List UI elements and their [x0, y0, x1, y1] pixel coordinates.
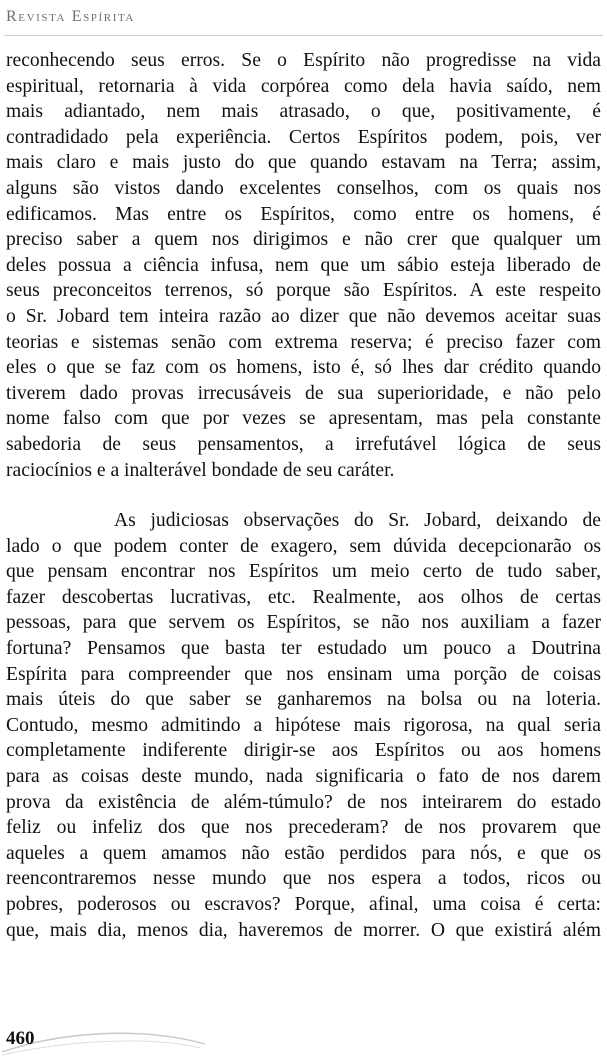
text-line: Contudo, mesmo admitindo a hipótese mais rigorosa, na qual seria — [6, 714, 601, 736]
text-line: As judiciosas observações do Sr. Jobard, deixando de — [114, 510, 601, 532]
text-line: que, mais dia, menos dia, haveremos de morrer. O que existirá além — [6, 919, 601, 941]
text-line: aqueles a quem amamos não estão perdidos para nós, e que os — [6, 842, 601, 864]
text-line: pobres, poderosos ou escravos? Porque, afinal, uma coisa é certa: — [6, 894, 601, 915]
header-rule — [4, 35, 603, 36]
text-line: fazer descobertas lucrativas, etc. Realmente, aos olhos de certas — [6, 586, 601, 608]
text-line: eles o que se faz com os homens, isto é, só lhes dar crédito quando — [6, 357, 601, 379]
text-line: que pensam encontrar nos Espíritos um meio certo de tudo saber, — [6, 561, 601, 583]
text-line: prova da existência de além-túmulo? de nos inteirarem do estado — [6, 791, 601, 813]
text-line: Espírita para compreender que nos ensinam uma porção de coisas — [6, 663, 601, 685]
text-line: sabedoria de seus pensamentos, a irrefutável lógica de seus — [6, 433, 601, 455]
text-line: completamente indiferente dirigir-se aos Espíritos ou aos homens — [6, 740, 601, 762]
text-line: seus preconceitos terrenos, só porque são Espíritos. A este respeito — [6, 280, 601, 302]
paragraph-gap — [6, 483, 601, 508]
text-line: feliz ou infeliz dos que nos precederam? de nos provarem que — [6, 817, 601, 839]
page-number: 460 — [6, 1028, 35, 1049]
text-line: fortuna? Pensamos que basta ter estudado um pouco a Doutrina — [6, 638, 601, 660]
text-line: reconhecendo seus erros. Se o Espírito não progredisse na vida — [6, 50, 601, 71]
text-line: lado o que podem conter de exagero, sem dúvida decepcionarão os — [6, 535, 601, 557]
text-line: teorias e sistemas senão com extrema reserva; é preciso fazer com — [6, 331, 601, 353]
text-line: preciso saber a quem nos dirigimos e não crer que qualquer um — [6, 229, 601, 251]
text-line: mais adiantado, nem mais atrasado, o que, positivamente, é — [6, 101, 601, 123]
text-line: espiritual, retornaria à vida corpórea como dela havia saído, nem — [6, 75, 601, 97]
text-line: o Sr. Jobard tem inteira razão ao dizer que não devemos aceitar suas — [6, 305, 601, 327]
paragraph-2 — [6, 508, 601, 943]
text-line: edificamos. Mas entre os Espíritos, como entre os homens, é — [6, 203, 601, 225]
text-line: reencontraremos nesse mundo que nos espera a todos, ricos ou — [6, 868, 601, 890]
paragraph-1 — [6, 48, 601, 483]
text-line: mais claro e mais justo do que quando estavam na Terra; assim, — [6, 152, 601, 174]
text-line: tiverem dado provas irrecusáveis de sua superioridade, e não pelo — [6, 382, 601, 404]
body-text — [6, 48, 601, 943]
text-line: mais úteis do que saber se ganharemos na bolsa ou na loteria. — [6, 689, 601, 711]
text-line: nome falso com que por vezes se apresentam, mas pela constante — [6, 408, 601, 430]
text-line: deles possua a ciência infusa, nem que um sábio esteja liberado de — [6, 254, 601, 276]
text-line: para as coisas deste mundo, nada significaria o fato de nos darem — [6, 766, 601, 788]
running-head: Revista Espírita — [6, 8, 135, 25]
text-line: alguns são vistos dando excelentes conselhos, com os quais nos — [6, 177, 601, 199]
text-line: pessoas, para que servem os Espíritos, se não nos auxiliam a fazer — [6, 612, 601, 634]
text-line: contradidado pela experiência. Certos Espíritos podem, pois, ver — [6, 126, 601, 148]
text-line: raciocínios e a inalterável bondade de seu caráter. — [6, 459, 395, 481]
